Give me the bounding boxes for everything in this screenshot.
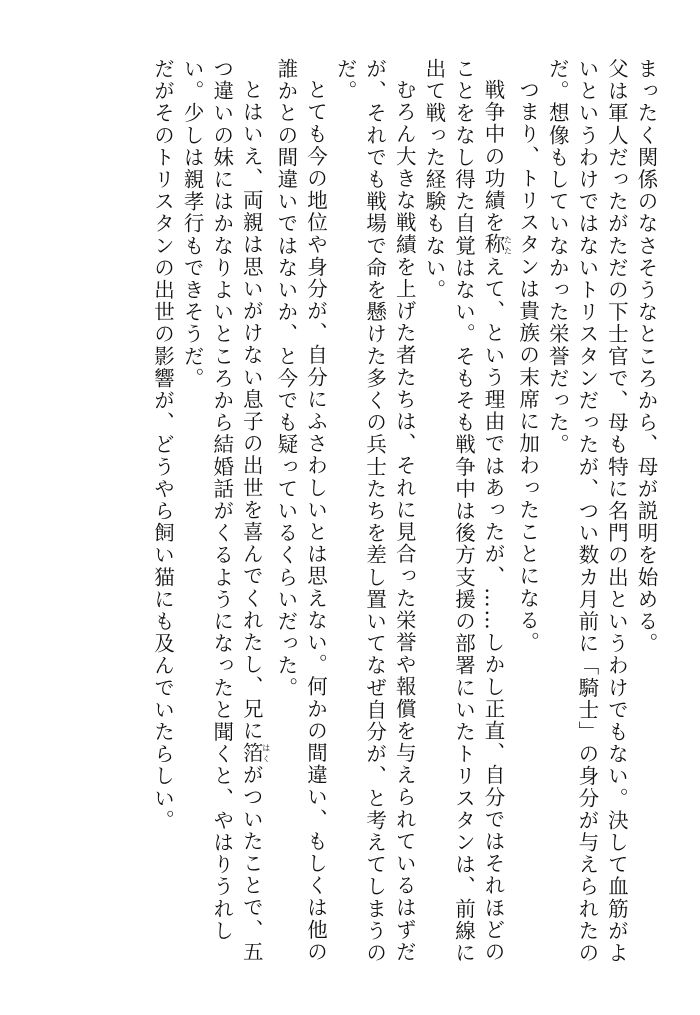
- paragraph: [630, 58, 660, 968]
- paragraph: [512, 58, 542, 968]
- ruby-base: 称: [481, 233, 506, 256]
- text-run: とはいえ、両親は思いがけない息子の出世を喜んでくれたし、兄に: [239, 78, 264, 742]
- text-run: がついたことで、五つ違いの妹にはかなりよいところから結婚話がくるようになったと聞くと、やはりうれしい。少しは親孝行もできそうだ。: [180, 58, 264, 963]
- text-run: 戦争中の功績を: [481, 78, 506, 234]
- text-run: とても今の地位や身分が、自分にふさわしいとは思えない。何かの間違い、もしくは他の誰かとの間違いではないか、と今でも疑っているくらいだった。: [273, 58, 328, 963]
- text-run: えて、という理由ではあったが、……しかし正直、自分ではそれほどのことをなし得た自覚はない。そもそも戦争中は後方支援の部署にいたトリスタンは、前線に出て戦った経験もない。: [421, 58, 506, 965]
- paragraph: [329, 58, 418, 968]
- ruby-base: 箔: [239, 741, 264, 764]
- text-run: 父は軍人だったがただの下士官で、母も特に名門の出というわけでもない。決して血筋がよいというわけではないトリスタンだったが、つい数カ月前に「騎士」の身分が与えられたのだ。想像もしていなかった栄誉だった。: [545, 58, 629, 965]
- paragraph: [147, 58, 177, 968]
- ruby-annotated-word: [481, 233, 513, 256]
- ruby-reading: たた: [503, 233, 513, 256]
- paragraph: [177, 58, 271, 968]
- ruby-reading: はく: [261, 741, 271, 764]
- paragraph: [542, 58, 631, 968]
- text-run: まったく関係のなさそうなところから、母が説明を始める。: [634, 58, 658, 655]
- paragraph: [270, 58, 329, 968]
- paragraph: [418, 58, 512, 968]
- ruby-annotated-word: [239, 741, 271, 764]
- text-run: つまり、トリスタンは貴族の末席に加わったことになる。: [515, 78, 540, 654]
- text-run: だがそのトリスタンの出世の影響が、どうやら飼い猫にも及んでいたらしい。: [150, 58, 175, 832]
- text-run: むろん大きな戦績を上げた者たちは、それに見合った栄誉や報償を与えられているはずだが、それでも戦場で命を懸けた多くの兵士たちを差し置いてなぜ自分が、と考えてしまうのだ。: [333, 58, 417, 965]
- vertical-text-body: [147, 58, 660, 968]
